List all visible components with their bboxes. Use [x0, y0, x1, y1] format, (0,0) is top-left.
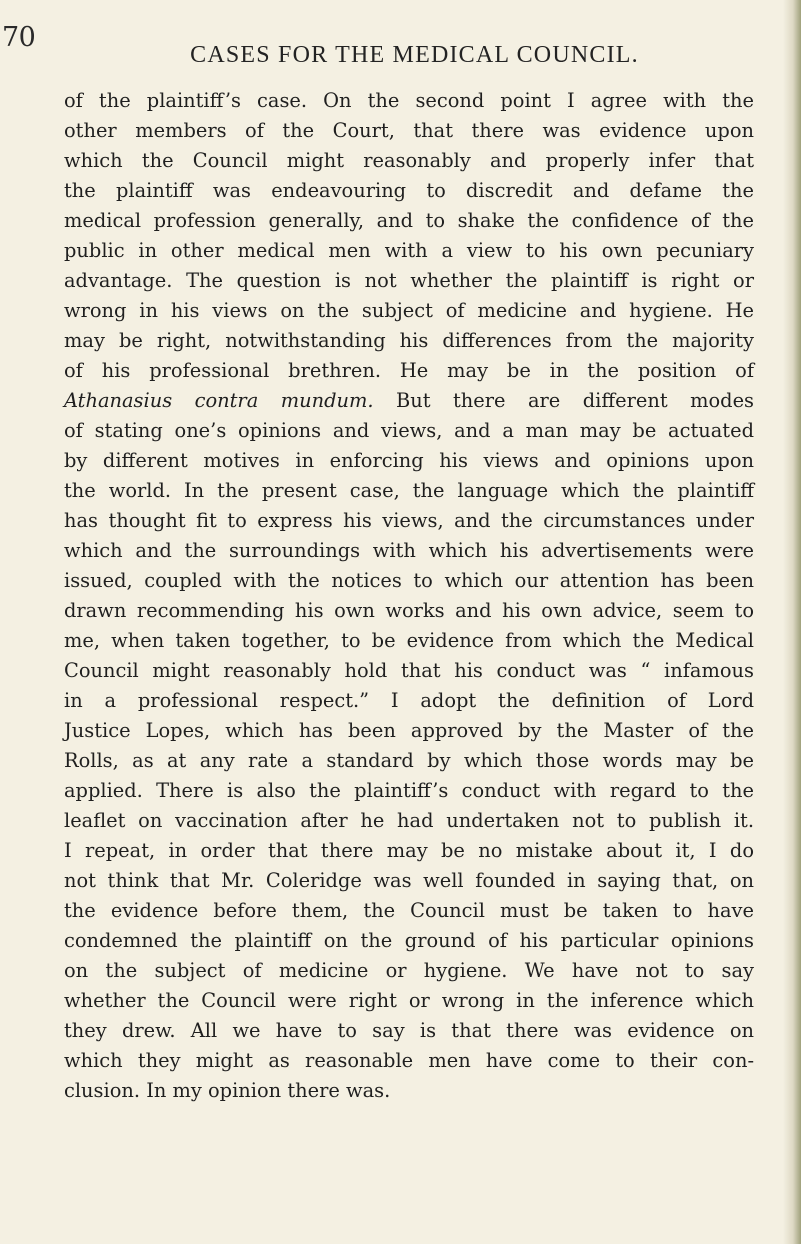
page-number: 70 — [2, 22, 36, 53]
text-line: public in other medical men with a view to his own pecuniary — [64, 239, 754, 262]
italic-line-rest: But there are different modes — [373, 389, 754, 412]
text-line: issued, coupled with the notices to which our attention has been — [64, 569, 754, 592]
text-line: drawn recommending his own works and his own advice, seem to — [64, 599, 754, 622]
text-line: the world. In the present case, the language which the plaintiff — [64, 479, 754, 502]
text-line: whether the Council were right or wrong in the inference which — [64, 989, 754, 1012]
text-line: I repeat, in order that there may be no mistake about it, I do — [64, 839, 754, 862]
text-line: Council might reasonably hold that his conduct was “ infamous — [64, 659, 754, 682]
text-line: the plaintiff was endeavouring to discredit and defame the — [64, 179, 754, 202]
body-text — [64, 86, 754, 1106]
text-line: on the subject of medicine or hygiene. We have not to say — [64, 959, 754, 982]
text-line: wrong in his views on the subject of medicine and hygiene. He — [64, 299, 754, 322]
text-line: Justice Lopes, which has been approved by the Master of the — [64, 719, 754, 742]
text-line: of the plaintiff’s case. On the second point I agree with the — [64, 89, 754, 112]
text-line: which they might as reasonable men have come to their con- — [64, 1049, 754, 1072]
text-line: leaflet on vaccination after he had undertaken not to publish it. — [64, 809, 754, 832]
text-line: the evidence before them, the Council must be taken to have — [64, 899, 754, 922]
text-line: other members of the Court, that there was evidence upon — [64, 119, 754, 142]
text-line: has thought fit to express his views, and the circumstances under — [64, 509, 754, 532]
page-edge-shadow — [783, 0, 801, 1244]
text-line: applied. There is also the plaintiff’s conduct with regard to the — [64, 779, 754, 802]
text-line: of stating one’s opinions and views, and a man may be actuated — [64, 419, 754, 442]
text-line: of his professional brethren. He may be in the position of — [64, 359, 754, 382]
text-line: in a professional respect.” I adopt the definition of Lord — [64, 689, 754, 712]
text-line: condemned the plaintiff on the ground of his particular opinions — [64, 929, 754, 952]
text-line: medical profession generally, and to shake the confidence of the — [64, 209, 754, 232]
text-line-italic-mixed — [64, 386, 754, 416]
text-line-last: clusion. In my opinion there was. — [64, 1079, 391, 1102]
running-head: CASES FOR THE MEDICAL COUNCIL. — [190, 42, 639, 68]
text-line: may be right, notwithstanding his differences from the majority — [64, 329, 754, 352]
italic-phrase: Athanasius contra mundum. — [64, 389, 374, 412]
text-line: not think that Mr. Coleridge was well founded in saying that, on — [64, 869, 754, 892]
text-line: they drew. All we have to say is that there was evidence on — [64, 1019, 754, 1042]
text-line: by different motives in enforcing his views and opinions upon — [64, 449, 754, 472]
text-line: which the Council might reasonably and properly infer that — [64, 149, 754, 172]
text-line: advantage. The question is not whether the plaintiff is right or — [64, 269, 754, 292]
text-line: which and the surroundings with which his advertisements were — [64, 539, 754, 562]
text-line: me, when taken together, to be evidence from which the Medical — [64, 629, 754, 652]
text-line: Rolls, as at any rate a standard by which those words may be — [64, 749, 754, 772]
